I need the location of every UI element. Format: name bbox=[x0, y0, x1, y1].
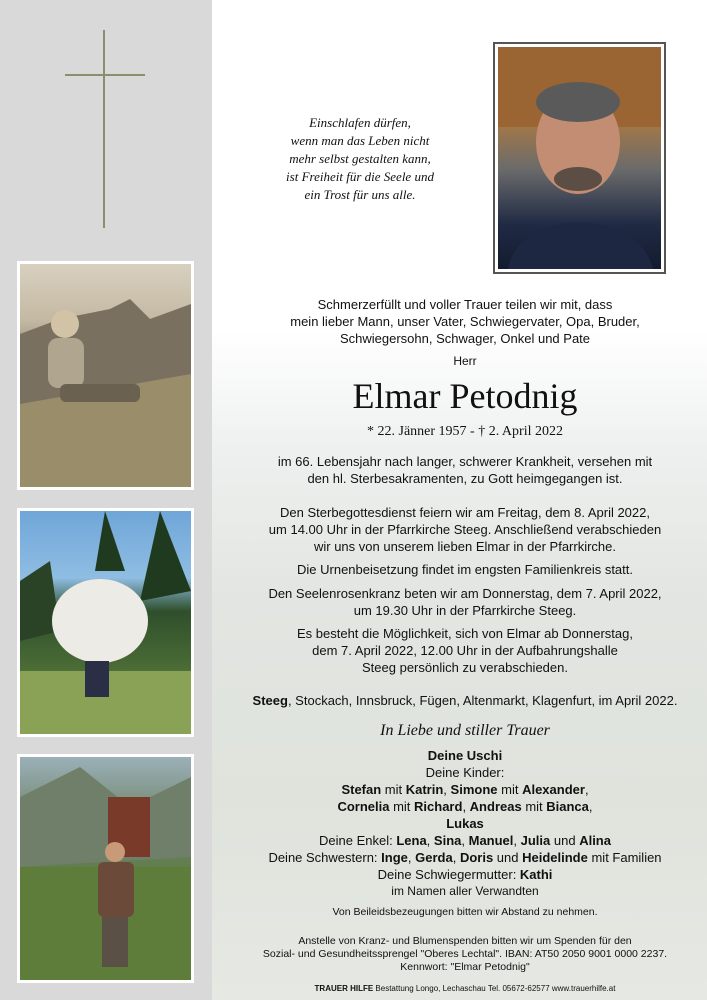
children-line-1 bbox=[230, 781, 700, 798]
child-name: Simone bbox=[450, 782, 498, 797]
place-first: Steeg bbox=[252, 693, 288, 708]
connector: mit bbox=[497, 782, 523, 797]
mother-in-law-line bbox=[230, 866, 700, 883]
child-name: Lukas bbox=[446, 816, 484, 831]
childhood-photo bbox=[17, 261, 194, 490]
donation-line: Anstelle von Kranz- und Blumenspenden bitten wir um Spenden für den bbox=[298, 935, 632, 947]
grandchild-name: Julia bbox=[520, 833, 551, 848]
connector: und bbox=[550, 833, 580, 848]
connector: , bbox=[452, 850, 460, 865]
intro-text bbox=[230, 296, 700, 347]
footer bbox=[230, 980, 700, 997]
intro-line: mein lieber Mann, unser Vater, Schwiegervater, Opa, Bruder, bbox=[290, 314, 640, 329]
child-name: Stefan bbox=[341, 782, 382, 797]
places-line bbox=[230, 692, 700, 709]
farewell-text bbox=[230, 625, 700, 676]
grandchild-name: Lena bbox=[396, 833, 427, 848]
donation-line: Sozial- und Gesundheitssprengel "Oberes Lechtal". IBAN: AT50 2050 9001 0000 2237. bbox=[262, 948, 668, 960]
condolence-note: Von Beileidsbezeugungen bitten wir Abstand zu nehmen. bbox=[332, 906, 598, 918]
portrait-image bbox=[498, 47, 661, 269]
grandchild-name: Alina bbox=[579, 833, 611, 848]
wife-name: Deine Uschi bbox=[427, 748, 503, 763]
farewell-line: dem 7. April 2022, 12.00 Uhr in der Aufbahrungshalle bbox=[312, 643, 618, 658]
sibling-name: Doris bbox=[459, 850, 494, 865]
poem-line: Einschlafen dürfen, bbox=[309, 115, 411, 130]
passing-line: den hl. Sterbesakramenten, zu Gott heimgegangen ist. bbox=[307, 471, 623, 486]
siblings-suffix: mit Familien bbox=[587, 850, 662, 865]
donation-line: Kennwort: "Elmar Petodnig" bbox=[400, 961, 530, 973]
rosary-text bbox=[230, 585, 700, 619]
donation-text bbox=[230, 935, 700, 974]
mother-in-law-name: Kathi bbox=[519, 867, 553, 882]
cross-icon bbox=[103, 30, 105, 228]
partner-name: Bianca bbox=[546, 799, 589, 814]
connector: , bbox=[513, 833, 521, 848]
service-text bbox=[230, 504, 700, 555]
service-line: wir uns von unserem lieben Elmar in der Pfarrkirche. bbox=[313, 539, 616, 554]
child-name: Cornelia bbox=[337, 799, 390, 814]
service-line: um 14.00 Uhr in der Pfarrkirche Steeg. Anschließend verabschieden bbox=[268, 522, 662, 537]
connector: mit bbox=[521, 799, 547, 814]
service-line: Den Sterbegottesdienst feiern wir am Freitag, dem 8. April 2022, bbox=[280, 505, 650, 520]
sibling-name: Inge bbox=[381, 850, 408, 865]
places-rest: , Stockach, Innsbruck, Fügen, Altenmarkt, Klagenfurt, im April 2022. bbox=[287, 693, 678, 708]
siblings-label: Deine Schwestern: bbox=[268, 850, 382, 865]
connector: mit bbox=[389, 799, 415, 814]
children-line-2 bbox=[230, 798, 700, 815]
connector: und bbox=[493, 850, 523, 865]
connector: , bbox=[588, 799, 593, 814]
poem bbox=[248, 114, 472, 204]
poem-line: mehr selbst gestalten kann, bbox=[289, 151, 431, 166]
partner-name: Alexander bbox=[522, 782, 585, 797]
rosary-line: um 19.30 Uhr in der Pfarrkirche Steeg. bbox=[353, 603, 577, 618]
connector: , bbox=[426, 833, 434, 848]
family-list bbox=[230, 747, 700, 900]
cross-icon-bar bbox=[65, 74, 145, 76]
hiking-photo bbox=[17, 754, 194, 983]
grandchildren-label: Deine Enkel: bbox=[319, 833, 397, 848]
footer-brand: TRAUER HILFE bbox=[314, 984, 374, 993]
grandchild-name: Sina bbox=[433, 833, 462, 848]
footer-text: Bestattung Longo, Lechaschau Tel. 05672-62577 www.trauerhilfe.at bbox=[373, 984, 616, 993]
connector: , bbox=[461, 833, 469, 848]
rosary-line: Den Seelenrosenkranz beten wir am Donnerstag, dem 7. April 2022, bbox=[268, 586, 662, 601]
poem-line: ein Trost für uns alle. bbox=[304, 187, 416, 202]
connector: , bbox=[462, 799, 470, 814]
grandchildren-line bbox=[230, 832, 700, 849]
poem-line: ist Freiheit für die Seele und bbox=[286, 169, 434, 184]
child-name: Andreas bbox=[469, 799, 522, 814]
connector: mit bbox=[381, 782, 406, 797]
mother-in-law-label: Deine Schwiegermutter: bbox=[377, 867, 520, 882]
mourning-heading: In Liebe und stiller Trauer bbox=[380, 722, 550, 739]
relatives-line: im Namen aller Verwandten bbox=[391, 884, 539, 898]
deceased-name: Elmar Petodnig bbox=[352, 376, 578, 416]
life-dates: * 22. Jänner 1957 - † 2. April 2022 bbox=[367, 424, 563, 439]
hay-carry-photo bbox=[17, 508, 194, 737]
grandchild-name: Manuel bbox=[468, 833, 514, 848]
poem-line: wenn man das Leben nicht bbox=[290, 133, 430, 148]
farewell-line: Steeg persönlich zu verabschieden. bbox=[362, 660, 568, 675]
sibling-name: Heidelinde bbox=[522, 850, 588, 865]
farewell-line: Es besteht die Möglichkeit, sich von Elmar ab Donnerstag, bbox=[296, 626, 633, 641]
intro-line: Schwiegersohn, Schwager, Onkel und Pate bbox=[339, 331, 591, 346]
salutation: Herr bbox=[453, 354, 477, 368]
sibling-name: Gerda bbox=[415, 850, 453, 865]
passing-text bbox=[230, 453, 700, 487]
portrait-photo bbox=[493, 42, 666, 274]
children-label: Deine Kinder: bbox=[425, 765, 505, 780]
connector: , bbox=[443, 782, 451, 797]
urn-text: Die Urnenbeisetzung findet im engsten Familienkreis statt. bbox=[297, 562, 633, 577]
intro-line: Schmerzerfüllt und voller Trauer teilen wir mit, dass bbox=[317, 297, 613, 312]
partner-name: Katrin bbox=[405, 782, 444, 797]
passing-line: im 66. Lebensjahr nach langer, schwerer Krankheit, versehen mit bbox=[277, 454, 653, 469]
connector: , bbox=[407, 850, 416, 865]
connector: , bbox=[584, 782, 589, 797]
siblings-line bbox=[230, 849, 700, 866]
partner-name: Richard bbox=[414, 799, 463, 814]
